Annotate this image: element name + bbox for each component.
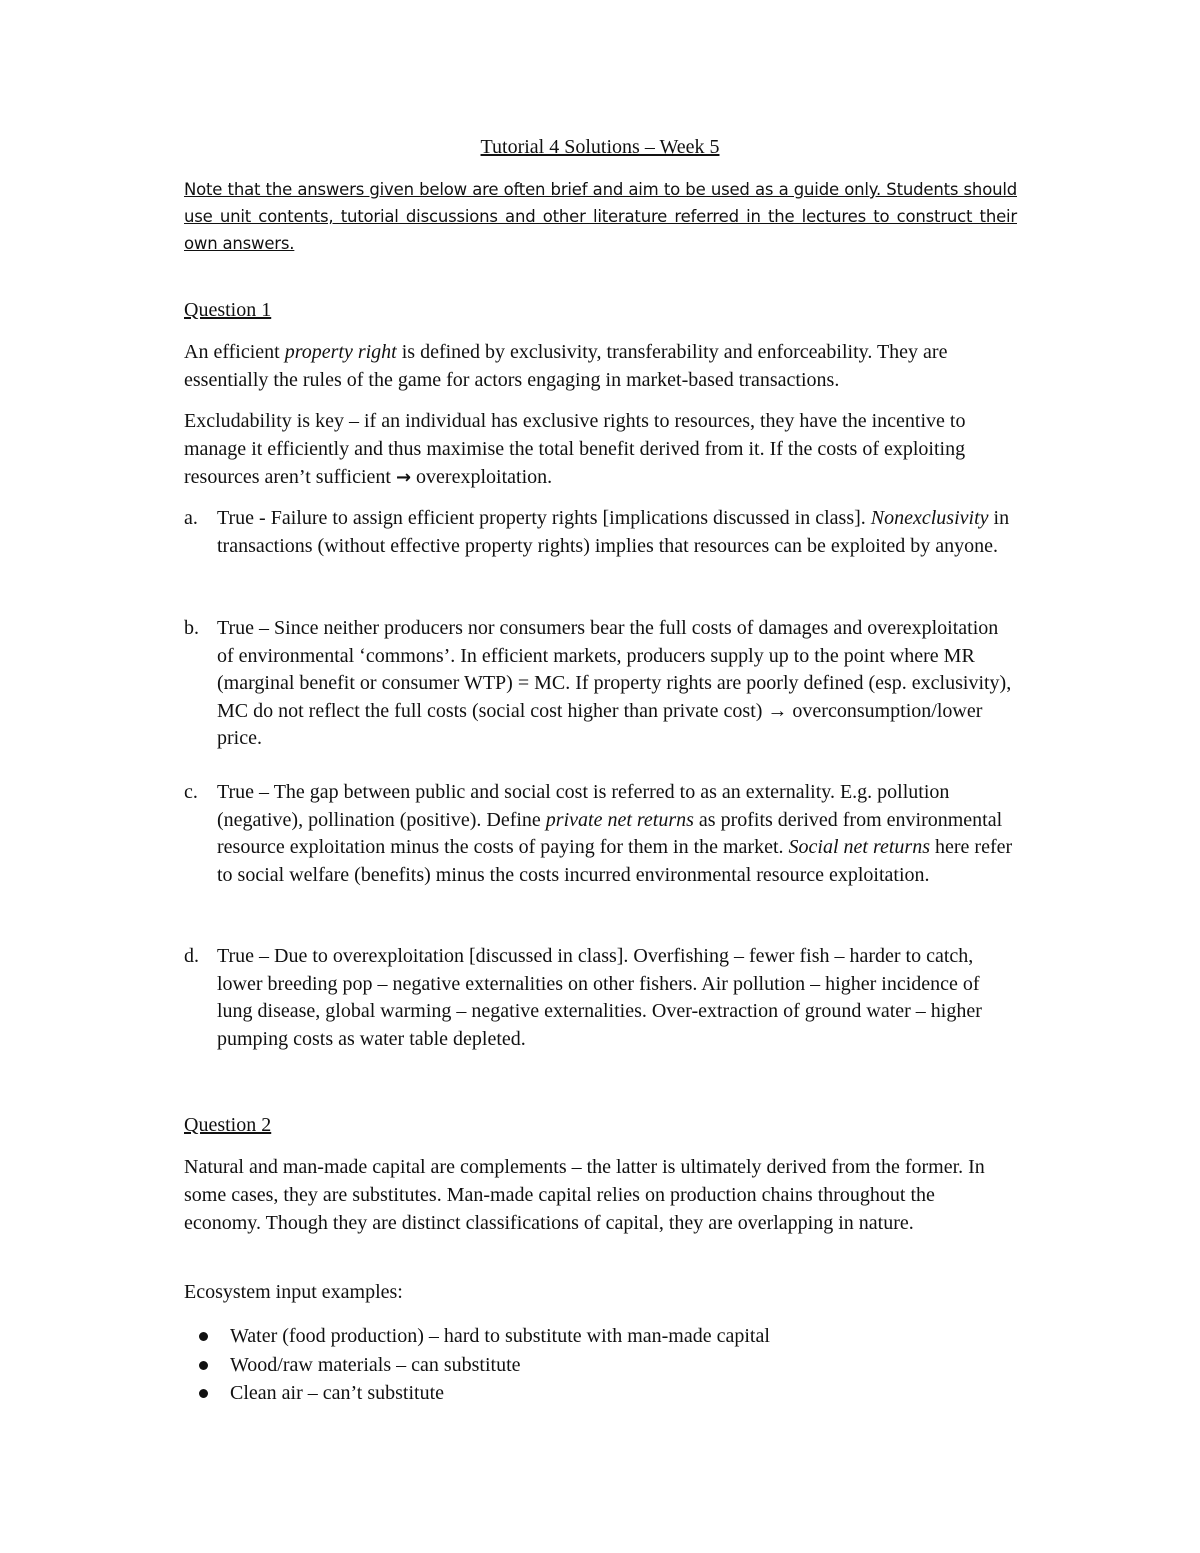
- answer-item-a: [184, 505, 1014, 560]
- bullet-icon: [199, 1389, 208, 1398]
- item-body: [217, 615, 1014, 753]
- item-marker: d.: [184, 945, 199, 967]
- bullet-icon: [199, 1361, 208, 1370]
- bullet-icon: [199, 1332, 208, 1341]
- text-run: Excludability is key – if an individual has exclusive rights to resources, they have the incentive to manage it efficiently and thus maximise the total benefit derived from it. If the costs of exploiting resources aren’t sufficient: [184, 410, 966, 488]
- item-body: [217, 505, 1014, 560]
- disclaimer-note: Note that the answers given below are often brief and aim to be used as a guide only. Students should use unit contents, tutorial discussions and other literature referred in the lectures to construct their own answers.: [184, 180, 1017, 253]
- list-item-text: Clean air – can’t substitute: [230, 1382, 445, 1404]
- text-run: True – The gap between public and social cost is referred to as an externality. E.g. pollution (negative), pollination (positive). Define: [217, 781, 950, 831]
- list-item-text: Water (food production) – hard to substitute with man-made capital: [230, 1325, 770, 1347]
- emphasis-social-net-returns: Social net returns: [788, 836, 930, 858]
- text-run: is defined by exclusivity, transferability and enforceability. They are essentially the rules of the game for actors engaging in market-based transactions.: [184, 341, 948, 391]
- answer-item-b: [184, 615, 1014, 753]
- question-1-heading: Question 1: [184, 299, 272, 321]
- list-item: [184, 1322, 1014, 1351]
- text-run: here refer to social welfare (benefits) minus the costs incurred environmental resource exploitation.: [217, 836, 1013, 886]
- text-run: in transactions (without effective property rights) implies that resources can be exploited by anyone.: [217, 507, 1010, 557]
- text-run: overconsumption/lower price.: [217, 699, 983, 749]
- question-1-paragraph-2: [184, 407, 1014, 492]
- emphasis-nonexclusivity: Nonexclusivity: [870, 507, 989, 529]
- question-2-paragraph-1: Natural and man-made capital are complements – the latter is ultimately derived from the former. In some cases, they are substitutes. Man-made capital relies on production chains throughout the economy. Though they are distinct classifications of capital, they are overlapping in nature.: [184, 1156, 985, 1234]
- item-marker: b.: [184, 617, 199, 639]
- list-item-text: Wood/raw materials – can substitute: [230, 1353, 521, 1376]
- question-2-paragraph-2: Ecosystem input examples:: [184, 1281, 403, 1303]
- document-title: Tutorial 4 Solutions – Week 5: [480, 136, 720, 158]
- emphasis-private-net-returns: private net returns: [545, 808, 694, 831]
- text-run: overexploitation.: [411, 466, 553, 488]
- text-run: An efficient: [184, 341, 285, 363]
- list-item: [184, 1351, 1014, 1380]
- item-marker: c.: [184, 781, 198, 803]
- ecosystem-input-list: [184, 1322, 1014, 1408]
- text-run: as profits derived from environmental resource exploitation minus the costs of paying for them in the market.: [217, 808, 1003, 858]
- text-run: True – Since neither producers nor consumers bear the full costs of damages and overexploitation of environmental ‘commons’. In efficient markets, producers supply up to the point where MR (marginal benefit or consumer WTP) = MC. If property rights are poorly defined (esp. exclusivity), MC do not reflect the full costs (social cost higher than private cost): [217, 617, 1012, 722]
- list-item: [184, 1379, 1014, 1408]
- answer-item-d: [184, 943, 1014, 1053]
- text-run: True - Failure to assign efficient property rights [implications discussed in class].: [217, 507, 871, 529]
- item-marker: a.: [184, 507, 198, 529]
- item-body: [217, 779, 1014, 889]
- right-arrow-icon: →: [767, 699, 788, 722]
- emphasis-property-right: property right: [284, 341, 397, 363]
- item-body: True – Due to overexploitation [discussed in class]. Overfishing – fewer fish – harder to catch, lower breeding pop – negative externalities on other fishers. Air pollution – higher incidence of lung disease, global warming – negative externalities. Over-extraction of ground water – higher pumping costs as water table depleted.: [217, 945, 982, 1050]
- question-1-paragraph-1: [184, 338, 1014, 394]
- question-2-heading: Question 2: [184, 1114, 272, 1136]
- right-arrow-icon: →: [395, 467, 412, 488]
- answer-item-c: [184, 779, 1014, 889]
